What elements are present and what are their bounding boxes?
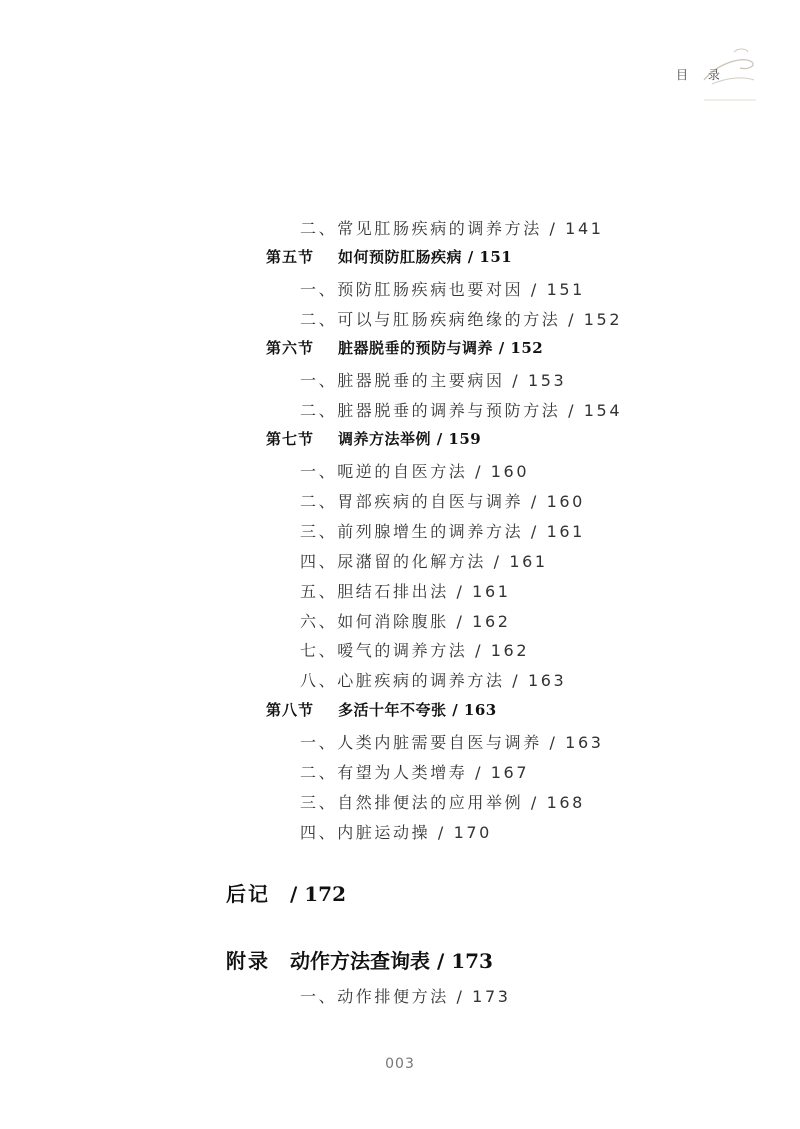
toc-item[interactable]: 一、呃逆的自医方法 / 160	[300, 462, 530, 481]
chapter-label: 后记	[226, 882, 270, 906]
toc-section-6[interactable]	[266, 337, 543, 358]
toc-item[interactable]: 三、自然排便法的应用举例 / 168	[300, 793, 585, 812]
section-label: 第六节	[266, 339, 315, 357]
toc-item[interactable]: 二、胃部疾病的自医与调养 / 160	[300, 492, 585, 511]
toc-item[interactable]: 二、脏器脱垂的调养与预防方法 / 154	[300, 401, 623, 420]
running-header	[664, 40, 764, 104]
toc-afterword[interactable]	[226, 878, 346, 907]
toc-section-5[interactable]	[266, 246, 512, 267]
toc-item[interactable]: 二、可以与肛肠疾病绝缘的方法 / 152	[300, 310, 623, 329]
toc-item[interactable]: 七、嗳气的调养方法 / 162	[300, 641, 530, 660]
toc-item[interactable]: 一、人类内脏需要自医与调养 / 163	[300, 733, 604, 752]
section-label: 第七节	[266, 430, 315, 448]
chapter-label: 附录	[226, 949, 270, 973]
toc-item[interactable]: 二、常见肛肠疾病的调养方法 / 141	[300, 219, 604, 238]
toc-item[interactable]: 四、内脏运动操 / 170	[300, 823, 492, 842]
section-label: 第八节	[266, 701, 315, 719]
toc-section-7[interactable]	[266, 428, 481, 449]
toc-item[interactable]: 一、动作排便方法 / 173	[300, 987, 511, 1006]
toc-item[interactable]: 三、前列腺增生的调养方法 / 161	[300, 522, 585, 541]
page-number: 003	[385, 1056, 415, 1072]
section-title: 脏器脱垂的预防与调养 / 152	[338, 339, 544, 357]
toc-item[interactable]: 五、胆结石排出法 / 161	[300, 582, 511, 601]
section-title: 多活十年不夸张 / 163	[338, 701, 497, 719]
chapter-page: / 172	[290, 882, 347, 906]
toc-item[interactable]: 一、脏器脱垂的主要病因 / 153	[300, 371, 567, 390]
toc-item[interactable]: 四、尿潴留的化解方法 / 161	[300, 552, 548, 571]
section-label: 第五节	[266, 248, 315, 266]
chapter-title: 动作方法查询表 / 173	[290, 949, 493, 973]
section-title: 调养方法举例 / 159	[338, 430, 482, 448]
header-title: 目 录	[676, 68, 728, 82]
toc-item[interactable]: 一、预防肛肠疾病也要对因 / 151	[300, 280, 585, 299]
toc-item[interactable]: 二、有望为人类增寿 / 167	[300, 763, 530, 782]
toc-appendix[interactable]	[226, 945, 493, 974]
section-title: 如何预防肛肠疾病 / 151	[338, 248, 513, 266]
toc-item[interactable]: 八、心脏疾病的调养方法 / 163	[300, 671, 567, 690]
toc-section-8[interactable]	[266, 699, 497, 720]
toc-item[interactable]: 六、如何消除腹胀 / 162	[300, 612, 511, 631]
